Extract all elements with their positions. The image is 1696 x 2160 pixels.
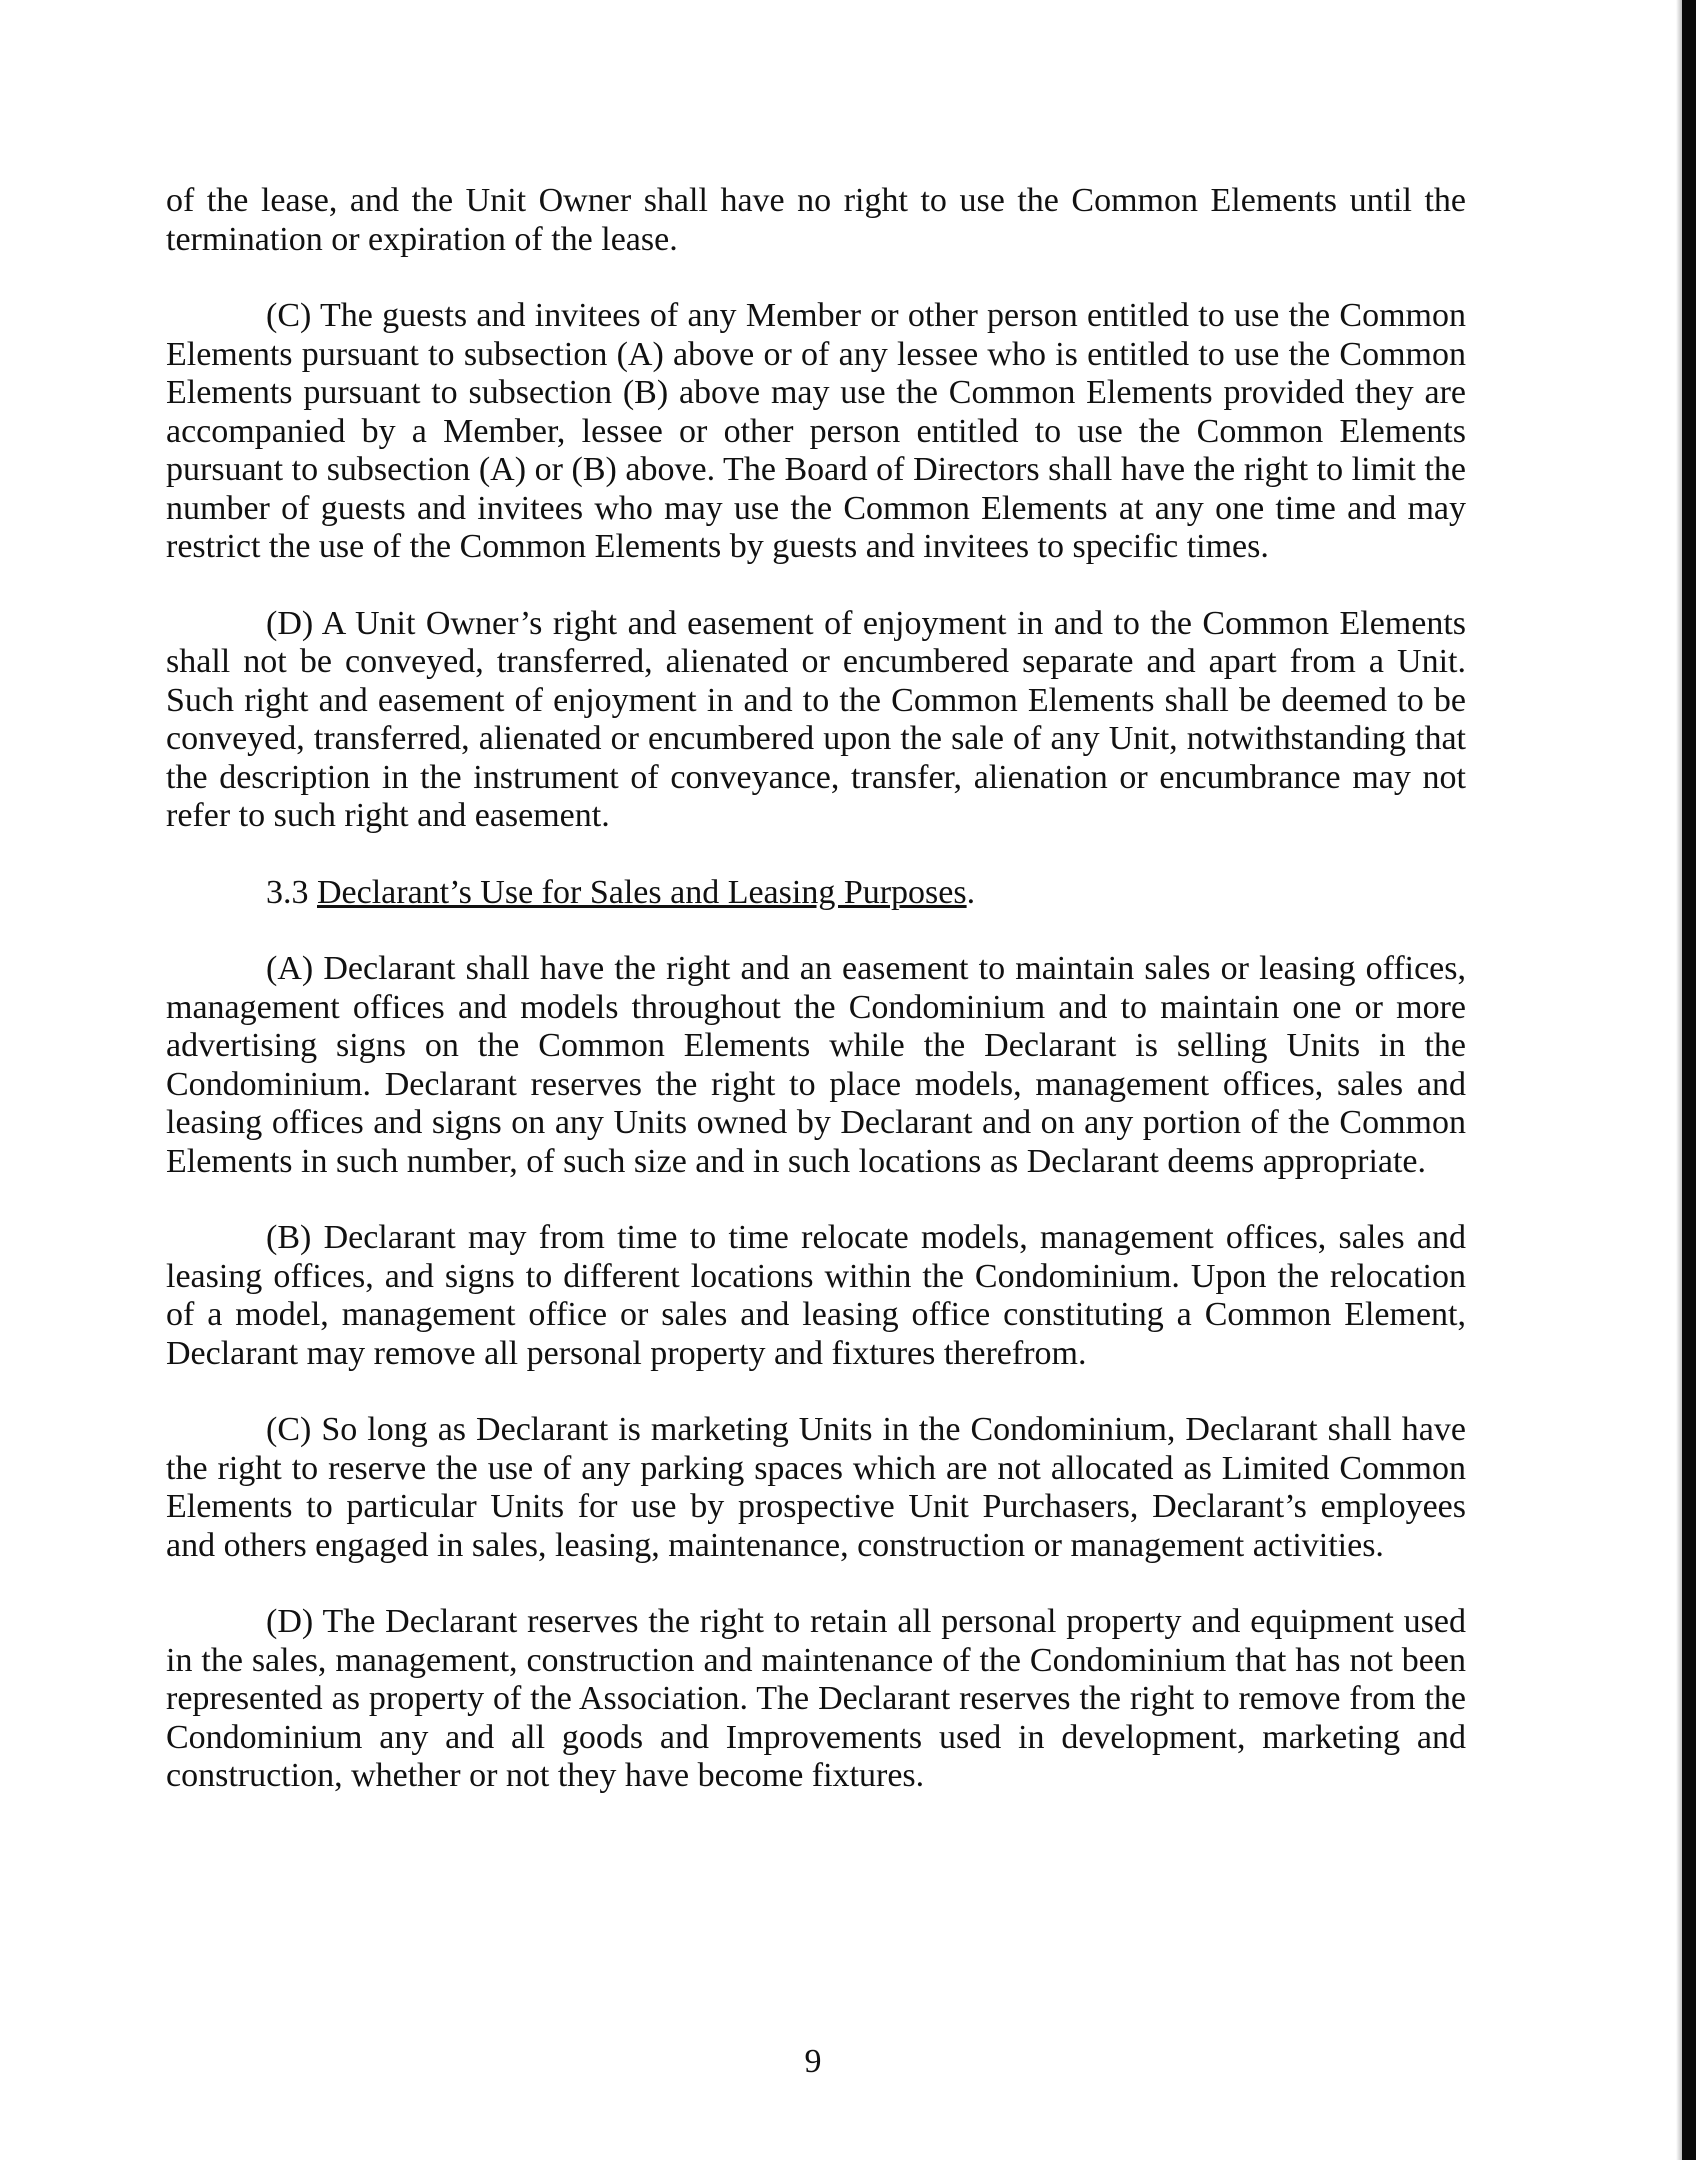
section-number: 3.3 <box>266 873 309 911</box>
paragraph-personal-property: (D) The Declarant reserves the right to retain all personal property and equipment used in the sales, management, construction and maintenance of the Condominium that has not been represented as property of the Association. The Declarant reserves the right to remove from the Condominium any and all goods and Improvements used in development, marketing and construction, whether or not they have become fixtures. <box>166 1603 1466 1794</box>
section-title-period: . <box>966 873 976 911</box>
paragraph-relocation: (B) Declarant may from time to time relocate models, management offices, sales and leasing offices, and signs to different locations within the Condominium. Upon the relocation of a model, management office or sales and leasing office constituting a Common Element, Declarant may remove all personal property and fixtures therefrom. <box>166 1219 1466 1372</box>
section-title: Declarant’s Use for Sales and Leasing Purposes <box>317 873 967 911</box>
paragraph-guests-invitees: (C) The guests and invitees of any Member or other person entitled to use the Common Elements pursuant to subsection (A) above or of any lessee who is entitled to use the Common Elements pursuant to subsection (B) above may use the Common Elements provided they are accompanied by a Member, lessee or other person entitled to use the Common Elements pursuant to subsection (A) or (B) above. The Board of Directors shall have the right to limit the number of guests and invitees who may use the Common Elements at any one time and may restrict the use of the Common Elements by guests and invitees to specific times. <box>166 297 1466 565</box>
scan-edge-bar <box>1682 0 1696 2160</box>
section-heading <box>166 874 1466 913</box>
page-number: 9 <box>804 2043 822 2080</box>
paragraph-parking-spaces: (C) So long as Declarant is marketing Units in the Condominium, Declarant shall have the right to reserve the use of any parking spaces which are not allocated as Limited Common Elements to particular Units for use by prospective Unit Purchasers, Declarant’s employees and others engaged in sales, leasing, maintenance, construction or management activities. <box>166 1411 1466 1564</box>
paragraph-sales-offices: (A) Declarant shall have the right and an easement to maintain sales or leasing offices, management offices and models throughout the Condominium and to maintain one or more advertising signs on the Common Elements while the Declarant is selling Units in the Condominium. Declarant reserves the right to place models, management offices, sales and leasing offices and signs on any Units owned by Declarant and on any portion of the Common Elements in such number, of such size and in such locations as Declarant deems appropriate. <box>166 950 1466 1180</box>
paragraph-easement-enjoyment: (D) A Unit Owner’s right and easement of enjoyment in and to the Common Elements shall not be conveyed, transferred, alienated or encumbered separate and apart from a Unit. Such right and easement of enjoyment in and to the Common Elements shall be deemed to be conveyed, transferred, alienated or encumbered upon the sale of any Unit, notwithstanding that the description in the instrument of conveyance, transfer, alienation or encumbrance may not refer to such right and easement. <box>166 604 1466 834</box>
document-body <box>166 182 1466 1834</box>
paragraph-lease-continuation: of the lease, and the Unit Owner shall have no right to use the Common Elements until the termination or expiration of the lease. <box>166 182 1466 258</box>
